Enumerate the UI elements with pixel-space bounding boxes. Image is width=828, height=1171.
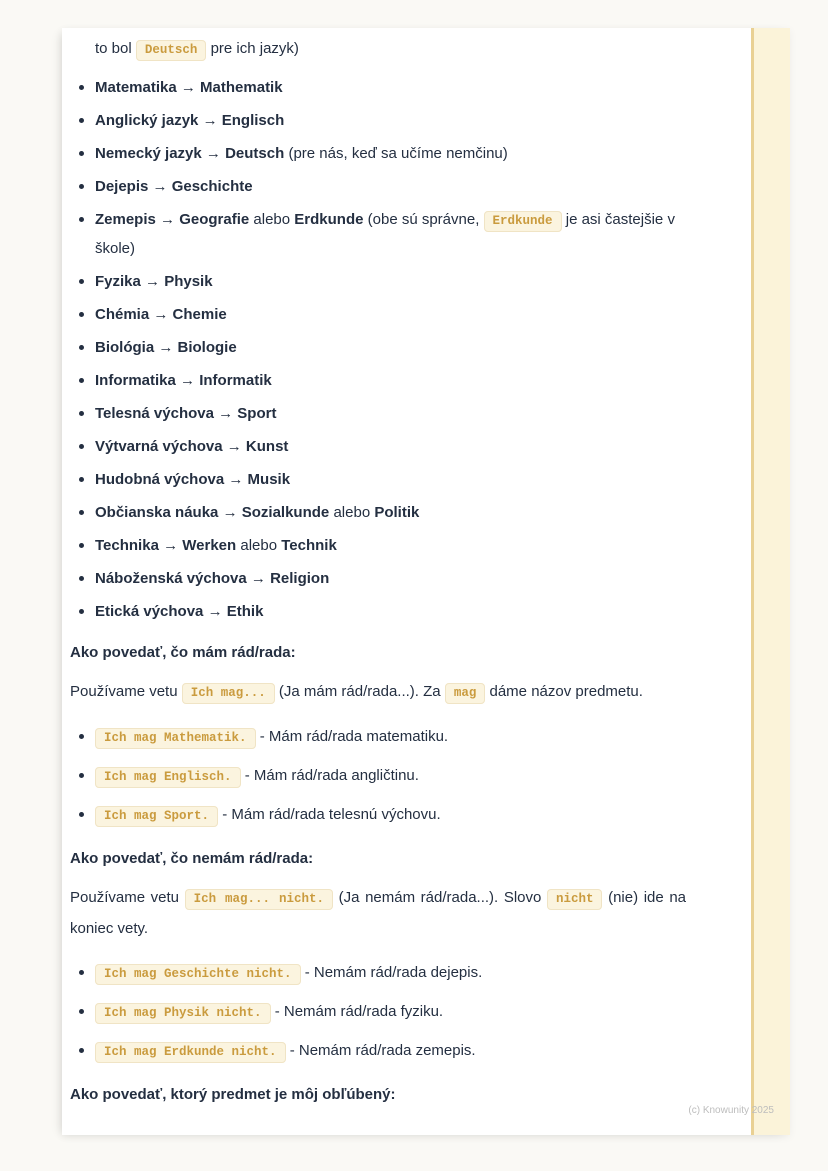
subject-conjunction: alebo bbox=[240, 537, 278, 554]
example-item bbox=[70, 1036, 686, 1067]
code-tag-deutsch: Deutsch bbox=[136, 40, 207, 61]
subject-conjunction: alebo bbox=[253, 211, 291, 228]
arrow-glyph: → bbox=[218, 405, 234, 422]
subject-sk: Hudobná výchova bbox=[95, 471, 225, 488]
code-tag-ich-mag: Ich mag... bbox=[182, 683, 275, 704]
subject-sk: Výtvarná výchova bbox=[95, 438, 223, 455]
subject-item bbox=[70, 268, 686, 295]
arrow-glyph: → bbox=[163, 537, 179, 554]
para-text: (nie) ide na koniec vety. bbox=[70, 889, 687, 937]
subject-sk: Biológia bbox=[95, 339, 155, 356]
subject-sk: Chémia bbox=[95, 306, 150, 323]
subject-sk: Dejepis bbox=[95, 178, 149, 195]
subject-de: Kunst bbox=[245, 438, 289, 455]
subject-de: Deutsch bbox=[225, 145, 285, 162]
subject-sk: Etická výchova bbox=[95, 603, 204, 620]
example-translation: - Nemám rád/rada zemepis. bbox=[289, 1042, 476, 1059]
subject-item bbox=[70, 206, 686, 262]
para-text: (Ja mám rád/rada...). Za bbox=[278, 683, 441, 700]
example-item bbox=[70, 722, 686, 753]
subject-item bbox=[70, 301, 686, 328]
subject-item bbox=[70, 74, 686, 101]
subject-sk: Telesná výchova bbox=[95, 405, 214, 422]
subject-item bbox=[70, 173, 686, 200]
subject-de: Werken bbox=[182, 537, 237, 554]
subject-note: (obe sú správne, bbox=[367, 211, 480, 228]
subject-de: Geschichte bbox=[171, 178, 253, 195]
subject-de: Biologie bbox=[177, 339, 237, 356]
arrow-glyph: → bbox=[226, 438, 242, 455]
subject-de: Ethik bbox=[226, 603, 264, 620]
subject-item bbox=[70, 598, 686, 625]
subject-de: Religion bbox=[270, 570, 330, 587]
arrow-glyph: → bbox=[158, 339, 174, 356]
subject-de: Sport bbox=[237, 405, 277, 422]
subject-sk: Anglický jazyk bbox=[95, 112, 199, 129]
arrow-glyph: → bbox=[180, 372, 196, 389]
subject-item bbox=[70, 565, 686, 592]
section-heading-dislike: Ako povedať, čo nemám rád/rada: bbox=[70, 850, 314, 867]
subject-item bbox=[70, 367, 686, 394]
document-page bbox=[62, 28, 790, 1135]
like-examples-list bbox=[70, 722, 686, 831]
subject-de: Sozialkunde bbox=[241, 504, 330, 521]
usage-paragraph-like bbox=[70, 677, 686, 708]
subject-item bbox=[70, 107, 686, 134]
code-tag-example: Ich mag Geschichte nicht. bbox=[95, 964, 301, 985]
intro-pre-text: to bol bbox=[95, 40, 132, 57]
arrow-glyph: → bbox=[250, 570, 266, 587]
arrow-glyph: → bbox=[202, 112, 218, 129]
example-item bbox=[70, 800, 686, 831]
subject-item bbox=[70, 466, 686, 493]
subject-sk: Informatika bbox=[95, 372, 176, 389]
arrow-glyph: → bbox=[153, 306, 169, 323]
subject-note-2: je asi častejšie v škole) bbox=[95, 211, 675, 257]
arrow-glyph: → bbox=[152, 178, 168, 195]
example-item bbox=[70, 997, 686, 1028]
continuation-line bbox=[70, 35, 686, 64]
para-text: dáme názov predmetu. bbox=[489, 683, 643, 700]
subject-sk: Náboženská výchova bbox=[95, 570, 247, 587]
code-tag-erdkunde: Erdkunde bbox=[484, 211, 562, 232]
code-tag-example: Ich mag Sport. bbox=[95, 806, 218, 827]
subject-item bbox=[70, 140, 686, 167]
subject-sk: Matematika bbox=[95, 79, 177, 96]
subject-conjunction: alebo bbox=[333, 504, 371, 521]
example-translation: - Mám rád/rada matematiku. bbox=[259, 728, 449, 745]
arrow-glyph: → bbox=[228, 471, 244, 488]
code-tag-example: Ich mag Physik nicht. bbox=[95, 1003, 271, 1024]
subject-sk: Zemepis bbox=[95, 211, 156, 228]
intro-post-text: pre ich jazyk) bbox=[210, 40, 299, 57]
subject-de: Physik bbox=[164, 273, 213, 290]
code-tag-nicht: nicht bbox=[547, 889, 603, 910]
subject-de: Mathematik bbox=[200, 79, 283, 96]
subject-item bbox=[70, 499, 686, 526]
example-translation: - Nemám rád/rada dejepis. bbox=[304, 964, 483, 981]
subject-sk: Občianska náuka bbox=[95, 504, 219, 521]
subject-de-alt: Politik bbox=[374, 504, 420, 521]
watermark: (c) Knowunity 2025 bbox=[688, 1105, 774, 1116]
code-tag-mag: mag bbox=[445, 683, 486, 704]
example-translation: - Mám rád/rada telesnú výchovu. bbox=[222, 806, 441, 823]
code-tag-example: Ich mag Englisch. bbox=[95, 767, 241, 788]
usage-paragraph-dislike bbox=[70, 883, 686, 944]
para-text: (Ja nemám rád/rada...). Slovo bbox=[338, 889, 542, 906]
arrow-glyph: → bbox=[145, 273, 161, 290]
subject-de: Informatik bbox=[199, 372, 272, 389]
subject-de-alt: Technik bbox=[281, 537, 337, 554]
para-text: Používame vetu bbox=[70, 889, 179, 906]
page-edge-band bbox=[751, 28, 790, 1135]
section-heading-favorite: Ako povedať, ktorý predmet je môj obľúbený: bbox=[70, 1086, 396, 1103]
arrow-glyph: → bbox=[205, 145, 221, 162]
arrow-glyph: → bbox=[222, 504, 238, 521]
subjects-list bbox=[70, 74, 686, 625]
subject-sk: Nemecký jazyk bbox=[95, 145, 202, 162]
page-content bbox=[70, 35, 686, 1119]
subject-item bbox=[70, 400, 686, 427]
subject-sk: Fyzika bbox=[95, 273, 141, 290]
example-translation: - Mám rád/rada angličtinu. bbox=[244, 767, 419, 784]
code-tag-example: Ich mag Mathematik. bbox=[95, 728, 256, 749]
subject-de: Geografie bbox=[179, 211, 250, 228]
section-heading-like: Ako povedať, čo mám rád/rada: bbox=[70, 644, 296, 661]
subject-note: (pre nás, keď sa učíme nemčinu) bbox=[288, 145, 508, 162]
arrow-glyph: → bbox=[160, 211, 176, 228]
example-item bbox=[70, 958, 686, 989]
code-tag-ich-mag-nicht: Ich mag... nicht. bbox=[185, 889, 333, 910]
subject-item bbox=[70, 433, 686, 460]
example-item bbox=[70, 761, 686, 792]
dislike-examples-list bbox=[70, 958, 686, 1067]
subject-de-alt: Erdkunde bbox=[294, 211, 364, 228]
arrow-glyph: → bbox=[207, 603, 223, 620]
para-text: Používame vetu bbox=[70, 683, 178, 700]
subject-de: Musik bbox=[247, 471, 291, 488]
subject-sk: Technika bbox=[95, 537, 159, 554]
subject-item bbox=[70, 532, 686, 559]
arrow-glyph: → bbox=[180, 79, 196, 96]
subject-de: Chemie bbox=[172, 306, 227, 323]
subject-item bbox=[70, 334, 686, 361]
code-tag-example: Ich mag Erdkunde nicht. bbox=[95, 1042, 286, 1063]
subject-de: Englisch bbox=[221, 112, 285, 129]
example-translation: - Nemám rád/rada fyziku. bbox=[274, 1003, 444, 1020]
